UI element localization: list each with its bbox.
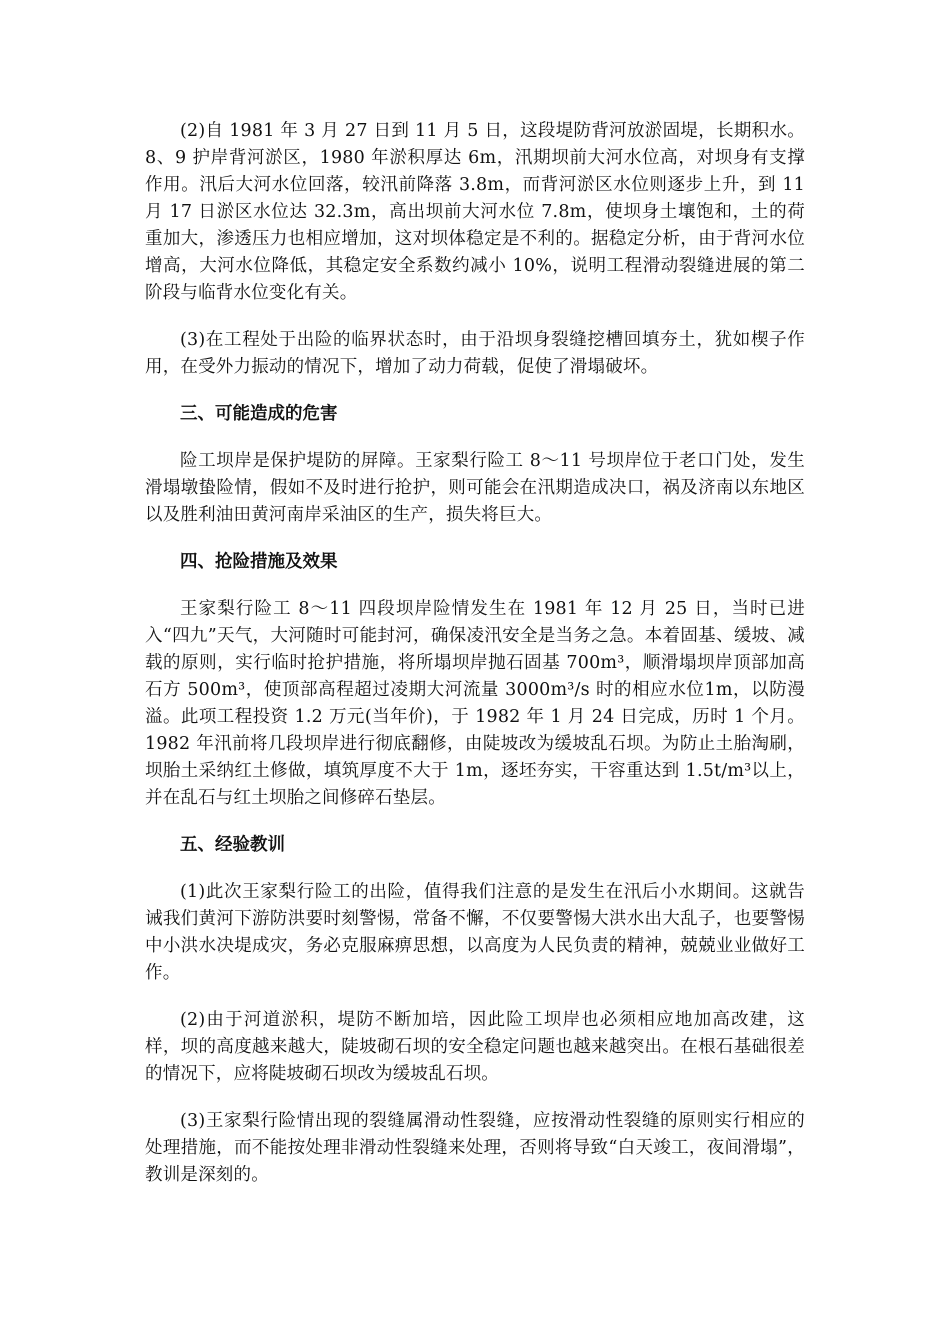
heading-lessons: 五、经验教训 (180, 835, 285, 855)
heading-rescue-measures: 四、抢险措施及效果 (180, 552, 338, 572)
paragraph-lessons-1: (1)此次王家梨行险工的出险，值得我们注意的是发生在汛后小水期间。这就告诫我们黄河下游防洪要时刻警惕，常备不懈，不仅要警惕大洪水出大乱子，也要警惕中小洪水决堤成灾，务必克服麻痹思想，以高度为人民负责的精神，兢兢业业做好工作。 (145, 882, 805, 983)
heading-possible-harm: 三、可能造成的危害 (180, 404, 338, 424)
document-body (145, 118, 805, 1189)
paragraph-lessons-2: (2)由于河道淤积，堤防不断加培，因此险工坝岸也必须相应地加高改建，这样，坝的高度越来越大，陡坡砌石坝的安全稳定问题也越来越突出。在根石基础很差的情况下，应将陡坡砌石坝改为缓坡乱石坝。 (145, 1010, 805, 1084)
paragraph-lessons-3: (3)王家梨行险情出现的裂缝属滑动性裂缝，应按滑动性裂缝的原则实行相应的处理措施，而不能按处理非滑动性裂缝来处理，否则将导致“白天竣工，夜间滑塌”，教训是深刻的。 (145, 1111, 805, 1185)
paragraph-cause-3: (3)在工程处于出险的临界状态时，由于沿坝身裂缝挖槽回填夯土，犹如楔子作用，在受外力振动的情况下，增加了动力荷载，促使了滑塌破坏。 (145, 330, 805, 377)
paragraph-harm: 险工坝岸是保护堤防的屏障。王家梨行险工 8～11 号坝岸位于老口门处，发生滑塌墩蛰险情，假如不及时进行抢护，则可能会在汛期造成决口，祸及济南以东地区以及胜利油田黄河南岸采油区的生产，损失将巨大。 (145, 451, 805, 525)
paragraph-measures: 王家梨行险工 8～11 四段坝岸险情发生在 1981 年 12 月 25 日，当时已进入“四九”天气，大河随时可能封河，确保凌汛安全是当务之急。本着固基、缓坡、减载的原则，实行临时抢护措施，将所塌坝岸抛石固基 700m³，顺滑塌坝岸顶部加高石方 500m³，使顶部高程超过凌期大河流量 3000m³/s 时的相应水位1m，以防漫溢。此项工程投资 1.2 万元(当年价)，于 1982 年 1 月 24 日完成，历时 1 个月。1982 年汛前将几段坝岸进行彻底翻修，由陡坡改为缓坡乱石坝。为防止土胎淘刷，坝胎土采纳红土修做，填筑厚度不大于 1m，逐坯夯实，干容重达到 1.5t/m³以上，并在乱石与红土坝胎之间修碎石垫层。 (145, 599, 805, 808)
paragraph-cause-2: (2)自 1981 年 3 月 27 日到 11 月 5 日，这段堤防背河放淤固堤，长期积水。8、9 护岸背河淤区，1980 年淤积厚达 6m，汛期坝前大河水位高，对坝身有支撑作用。汛后大河水位回落，较汛前降落 3.8m，而背河淤区水位则逐步上升，到 11 月 17 日淤区水位达 32.3m，高出坝前大河水位 7.8m，使坝身土壤饱和，土的荷重加大，渗透压力也相应增加，这对坝体稳定是不利的。据稳定分析，由于背河水位增高，大河水位降低，其稳定安全系数约减小 10%，说明工程滑动裂缝进展的第二阶段与临背水位变化有关。 (145, 121, 805, 303)
